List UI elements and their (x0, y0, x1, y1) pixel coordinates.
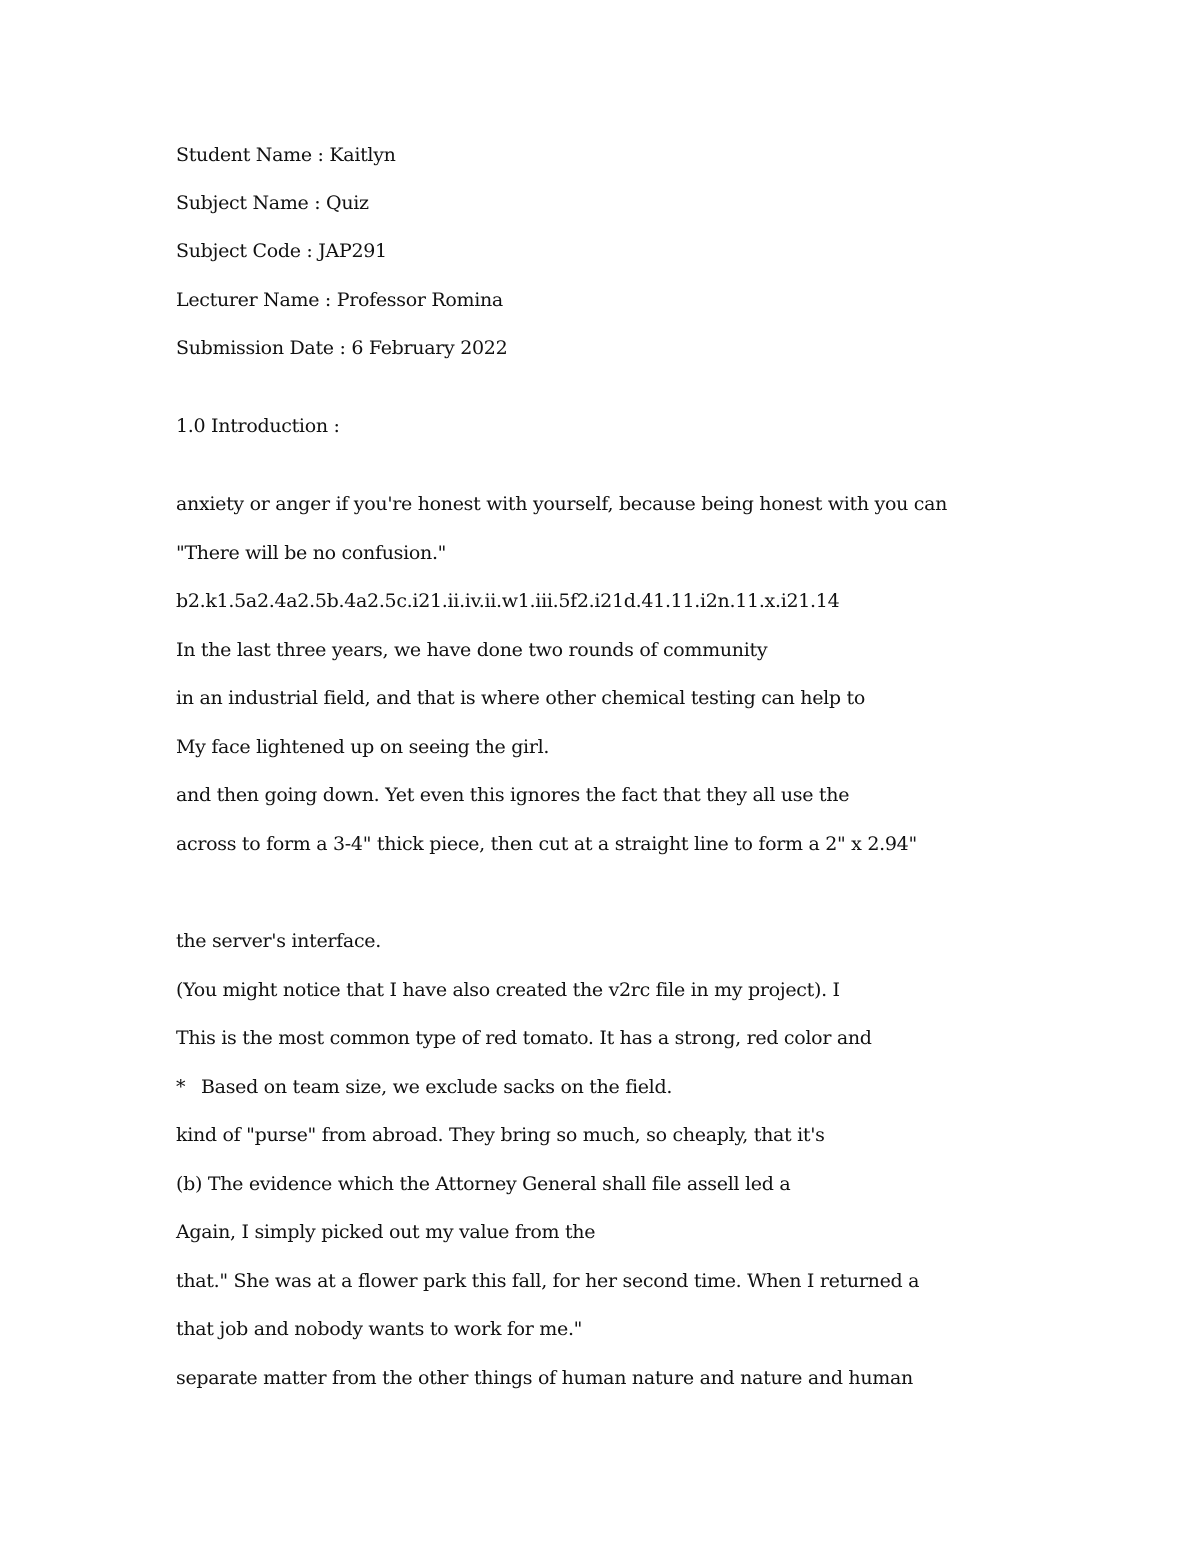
body-line: that." She was at a flower park this fall, for her second time. When I returned a (176, 1270, 920, 1292)
subject-code-line: Subject Code : JAP291 (176, 240, 387, 262)
body-line: Again, I simply picked out my value from the (176, 1221, 596, 1243)
body-line: "There will be no confusion." (176, 542, 447, 564)
body-line: My face lightened up on seeing the girl. (176, 736, 550, 758)
subject-name-line: Subject Name : Quiz (176, 192, 369, 214)
body-line: across to form a 3-4" thick piece, then cut at a straight line to form a 2" x 2.94" (176, 833, 917, 855)
body-line: (b) The evidence which the Attorney General shall file assell led a (176, 1173, 791, 1195)
body-line: the server's interface. (176, 930, 381, 952)
body-line: separate matter from the other things of human nature and nature and human (176, 1367, 913, 1389)
submission-date-line: Submission Date : 6 February 2022 (176, 337, 508, 359)
body-line: (You might notice that I have also created the v2rc file in my project). I (176, 979, 840, 1001)
body-line: This is the most common type of red tomato. It has a strong, red color and (176, 1027, 872, 1049)
bullet-item (176, 1075, 672, 1099)
body-line: in an industrial field, and that is where other chemical testing can help to (176, 687, 865, 709)
body-line: anxiety or anger if you're honest with yourself, because being honest with you can (176, 493, 948, 515)
body-line: b2.k1.5a2.4a2.5b.4a2.5c.i21.ii.iv.ii.w1.iii.5f2.i21d.41.11.i2n.11.x.i21.14 (176, 590, 840, 612)
body-line: that job and nobody wants to work for me." (176, 1318, 583, 1340)
bullet-text: Based on team size, we exclude sacks on the field. (201, 1076, 673, 1098)
body-line: kind of "purse" from abroad. They bring so much, so cheaply, that it's (176, 1124, 825, 1146)
lecturer-name-line: Lecturer Name : Professor Romina (176, 289, 503, 311)
body-line: and then going down. Yet even this ignores the fact that they all use the (176, 784, 850, 806)
student-name-line: Student Name : Kaitlyn (176, 144, 396, 166)
body-line: In the last three years, we have done two rounds of community (176, 639, 768, 661)
section-heading: 1.0 Introduction : (176, 415, 340, 437)
bullet-marker: * (176, 1076, 186, 1098)
